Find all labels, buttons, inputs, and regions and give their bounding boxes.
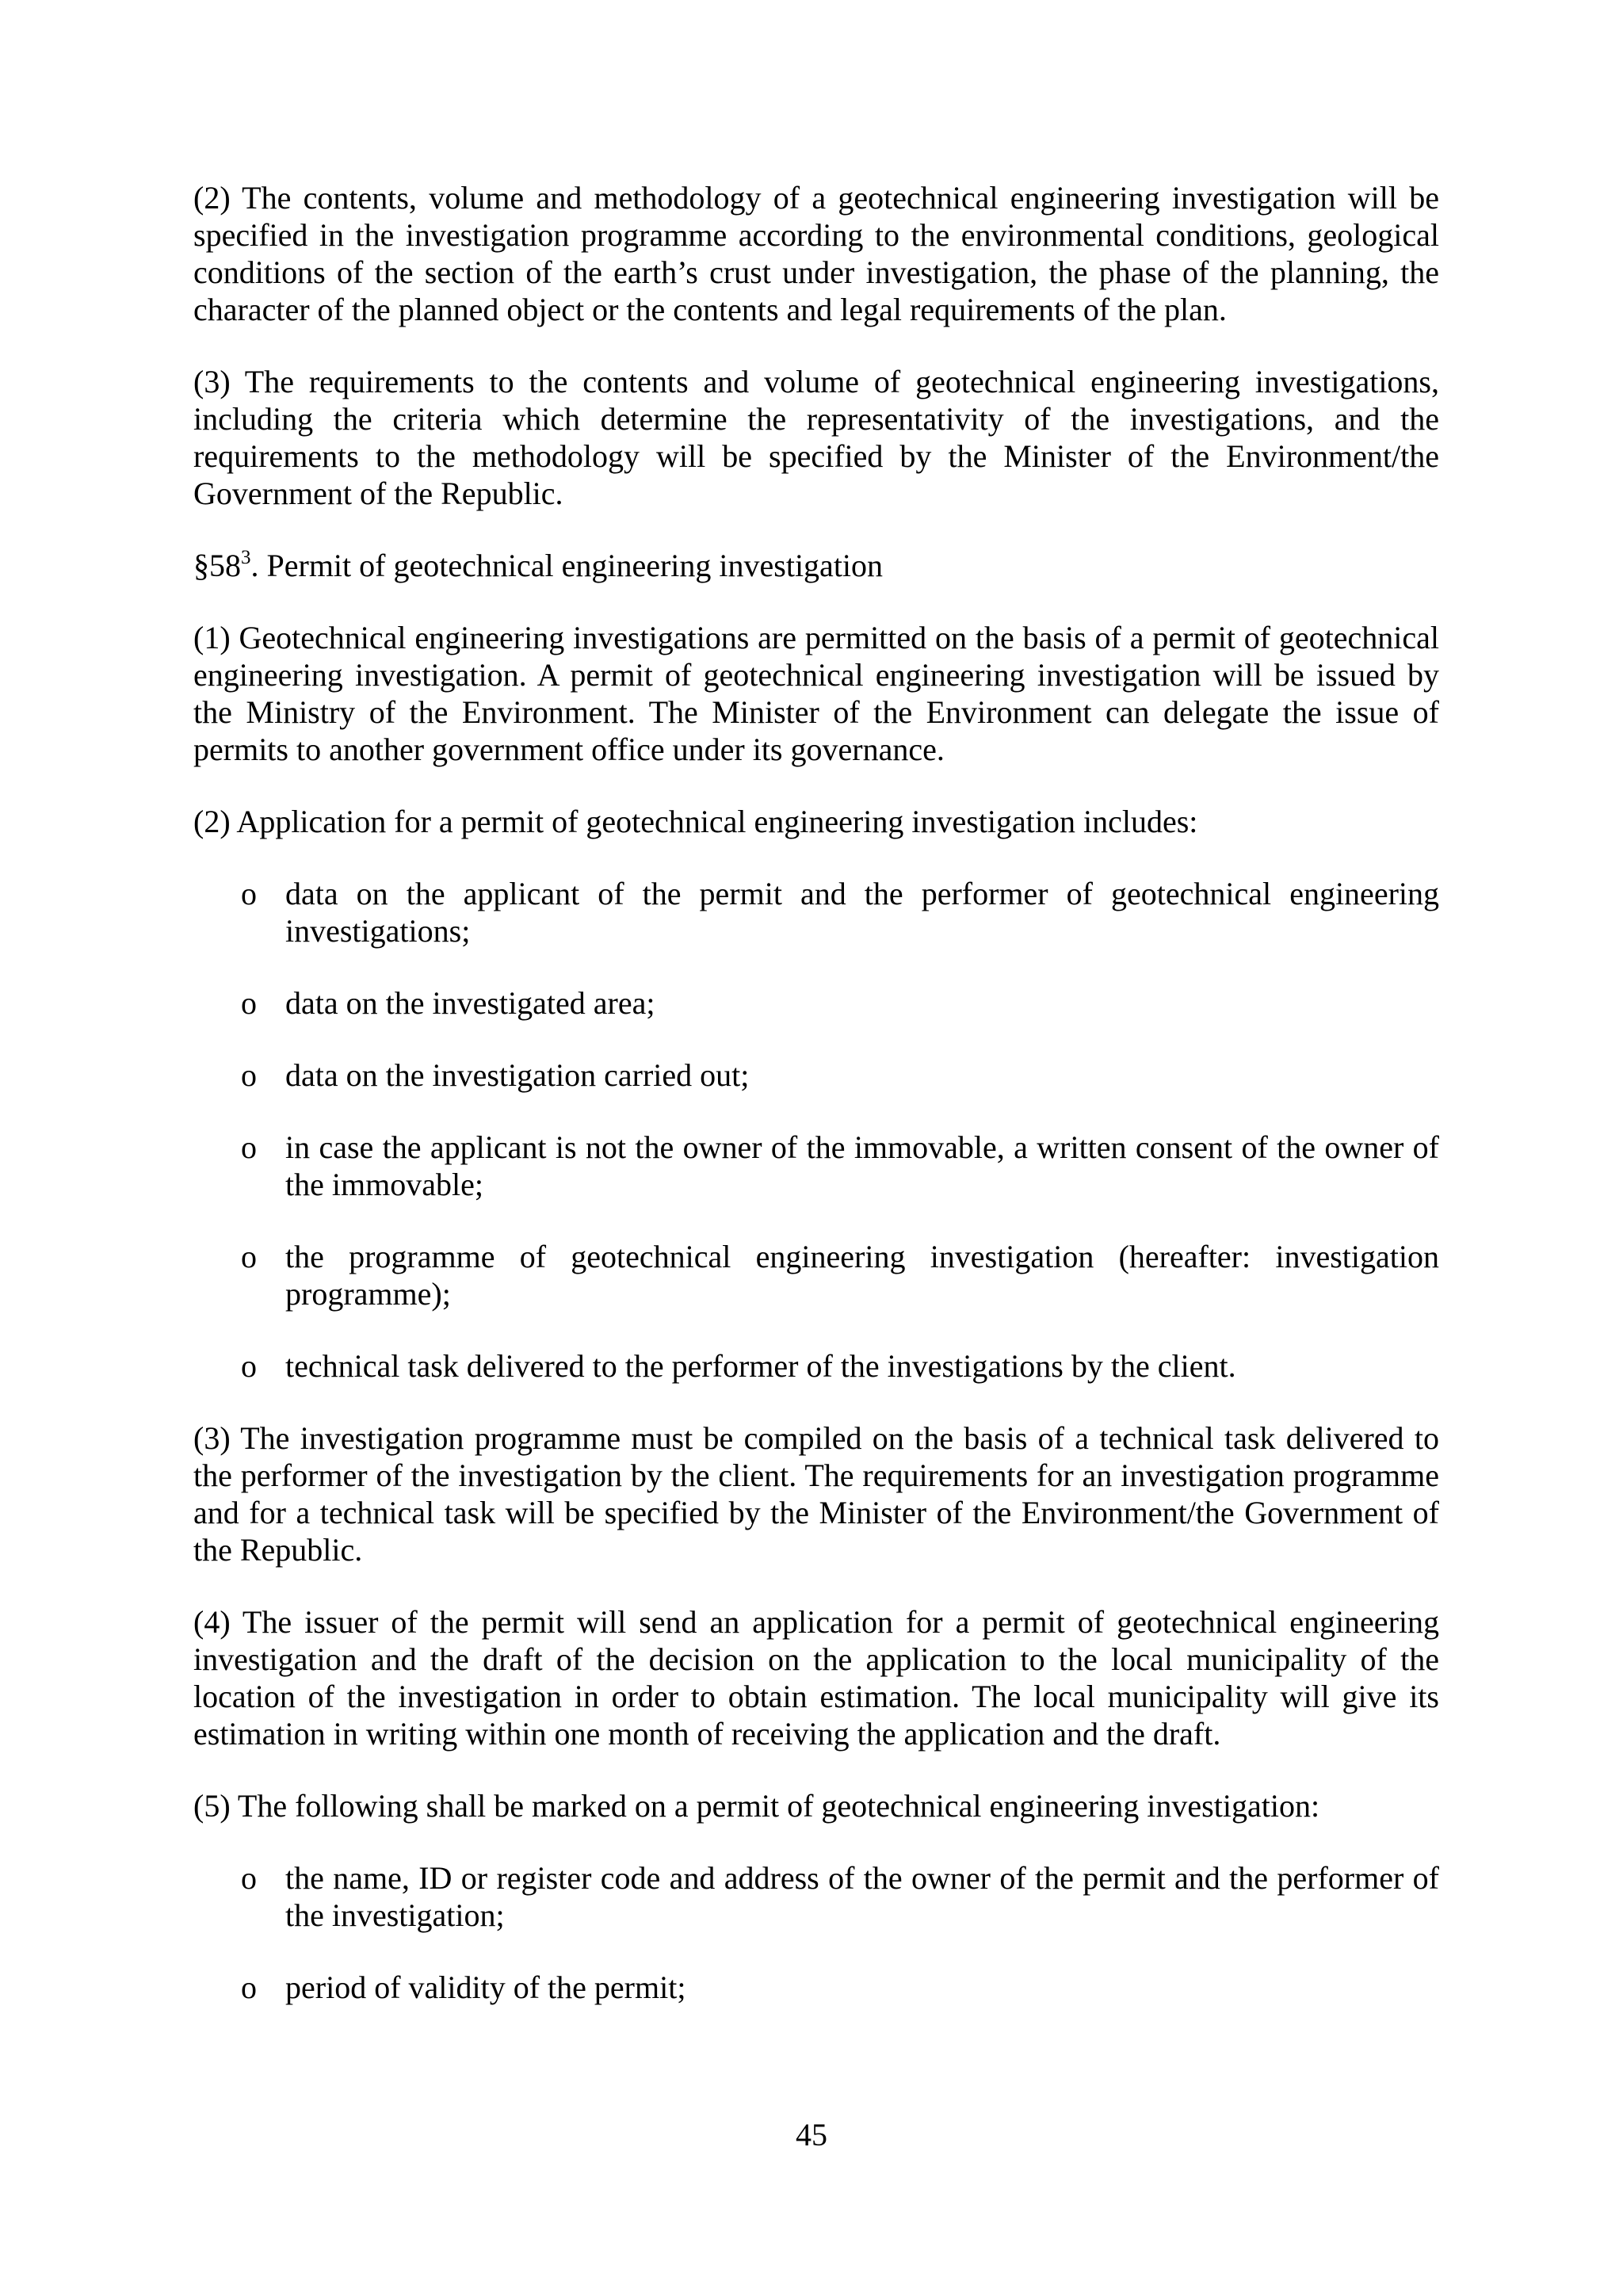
bullet-icon: o [241,1860,257,1896]
list-item [193,1129,1439,1203]
paragraph-4-issuer: (4) The issuer of the permit will send an application for a permit of geotechnical engineering investigation and the draft of the decision on the application to the local municipality of the location of the investigation in order to obtain estimation. The local municipality will give its estimation in writing within one month of receiving the application and the draft. [193,1604,1439,1752]
list-item-text: the name, ID or register code and address of the owner of the permit and the performer of the investigation; [285,1860,1439,1933]
paragraph-3-requirements: (3) The requirements to the contents and volume of geotechnical engineering investigations, including the criteria which determine the representativity of the investigations, and the requirements to the methodology will be specified by the Minister of the Environment/the Government of the Republic. [193,364,1439,511]
list-item-text: data on the applicant of the permit and the performer of geotechnical engineering investigations; [285,876,1439,949]
section-title: . Permit of geotechnical engineering investigation [250,548,884,583]
list-item [193,1859,1439,1934]
bullet-icon: o [241,876,257,911]
bullet-icon: o [241,1348,257,1384]
list-item-text: the programme of geotechnical engineering investigation (hereafter: investigation programme); [285,1239,1439,1312]
paragraph-1-permit: (1) Geotechnical engineering investigations are permitted on the basis of a permit of geotechnical engineering investigation. A permit of geotechnical engineering investigation will be issued by the Ministry of the Environment. The Minister of the Environment can delegate the issue of permits to another government office under its governance. [193,620,1439,767]
paragraph-2-contents: (2) The contents, volume and methodology of a geotechnical engineering investigation will be specified in the investigation programme according to the environmental conditions, geological conditions of the section of the earth’s crust under investigation, the phase of the planning, the character of the planned object or the contents and legal requirements of the plan. [193,180,1439,327]
paragraph-5-marked: (5) The following shall be marked on a permit of geotechnical engineering investigation: [193,1788,1320,1824]
section-heading [193,547,1439,584]
section-number: §58 [193,548,241,583]
bullet-icon: o [241,1057,257,1093]
bullet-icon: o [241,1129,257,1165]
bullet-icon: o [241,1239,257,1274]
bullet-icon: o [241,985,257,1021]
list-item-text: data on the investigation carried out; [285,1057,750,1093]
list-item [193,984,1439,1022]
list-item [193,1056,1439,1094]
paragraph-2-application: (2) Application for a permit of geotechnical engineering investigation includes: [193,804,1198,839]
list-item-text: in case the applicant is not the owner of the immovable, a written consent of the owner of the immovable; [285,1129,1439,1202]
permit-marking-list [193,1859,1439,2006]
application-contents-list [193,875,1439,1385]
list-item-text: technical task delivered to the performer of the investigations by the client. [285,1348,1236,1384]
paragraph-3-programme: (3) The investigation programme must be compiled on the basis of a technical task delivered to the performer of the investigation by the client. The requirements for an investigation programme and for a technical task will be specified by the Minister of the Environment/the Government of the Republic. [193,1420,1439,1568]
bullet-icon: o [241,1969,257,2005]
page-content [193,179,1439,2041]
page-number: 45 [796,2117,827,2153]
list-item-text: period of validity of the permit; [285,1969,686,2005]
section-superscript: 3 [241,547,251,568]
list-item [193,875,1439,949]
list-item [193,1347,1439,1385]
list-item-text: data on the investigated area; [285,985,655,1021]
list-item [193,1969,1439,2006]
list-item [193,1238,1439,1312]
